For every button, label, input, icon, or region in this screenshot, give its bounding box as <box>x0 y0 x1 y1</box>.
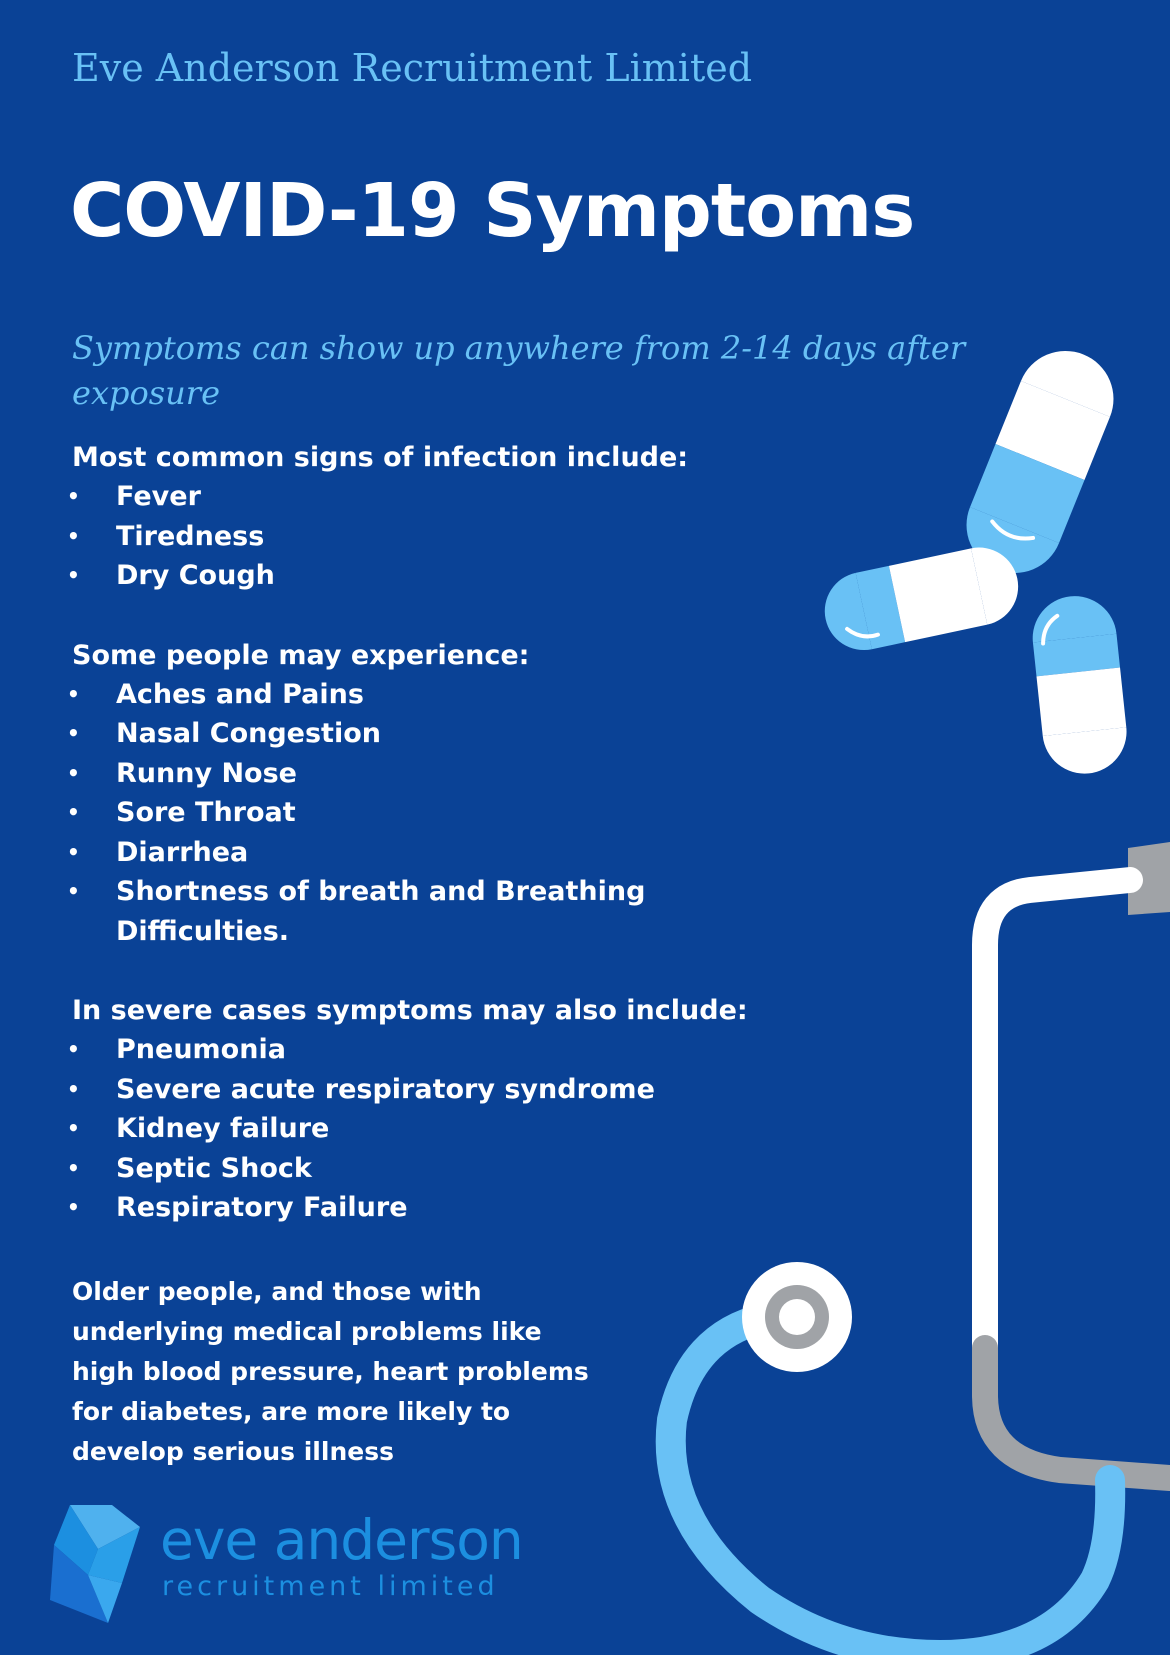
list-item: • Sore Throat <box>72 793 772 833</box>
bullet-icon: • <box>67 1116 80 1140</box>
list-item: • Septic Shock <box>72 1149 772 1189</box>
list-item: • Fever <box>72 477 772 517</box>
list-item: • Respiratory Failure <box>72 1188 772 1228</box>
bullet-icon: • <box>67 563 80 587</box>
company-name: Eve Anderson Recruitment Limited <box>72 46 753 90</box>
bullet-icon: • <box>67 523 80 548</box>
list-item: • Kidney failure <box>72 1109 772 1149</box>
section-common <box>67 438 772 596</box>
section-severe <box>67 991 772 1228</box>
symptom-list <box>67 675 772 952</box>
list-item: • Aches and Pains <box>72 675 772 715</box>
list-item: • Dry Cough <box>72 556 772 596</box>
bullet-icon: • <box>67 1195 80 1219</box>
list-item: • Pneumonia <box>72 1030 772 1070</box>
section-heading: Most common signs of infection include: <box>72 442 689 473</box>
closing-note: Older people, and those with underlying medical problems like high blood pressure, heart problems for diabetes, are more likely to develop serious illness <box>72 1277 589 1466</box>
bullet-icon: • <box>67 839 80 864</box>
bullet-icon: • <box>67 484 80 508</box>
bullet-icon: • <box>67 800 80 824</box>
section-heading: In severe cases symptoms may also include: <box>72 995 748 1026</box>
list-item: • Diarrhea <box>72 833 772 873</box>
list-item: • Tiredness <box>72 517 772 557</box>
logo-mark-icon <box>50 1505 150 1623</box>
bullet-icon: • <box>67 879 80 903</box>
capsule-pill-icon <box>1029 592 1131 778</box>
logo-subtext: recruitment limited <box>162 1571 499 1602</box>
page-title: COVID-19 Symptoms <box>70 168 915 254</box>
symptom-list <box>67 477 772 596</box>
logo-name: eve anderson <box>160 1508 523 1572</box>
list-item: • Severe acute respiratory syndrome <box>72 1070 772 1110</box>
symptom-sections <box>67 438 772 1228</box>
bullet-icon: • <box>67 1076 80 1101</box>
section-heading: Some people may experience: <box>72 639 530 671</box>
symptom-list <box>67 1030 772 1228</box>
company-logo <box>50 1505 523 1625</box>
list-item: • Nasal Congestion <box>72 714 772 754</box>
bullet-icon: • <box>67 760 80 785</box>
subtitle: Symptoms can show up anywhere from 2-14 days after exposure <box>72 329 966 412</box>
capsule-pill-icon <box>818 540 1026 657</box>
list-item: • Runny Nose <box>72 754 772 794</box>
bullet-icon: • <box>67 1037 80 1061</box>
bullet-icon: • <box>67 1155 80 1180</box>
bullet-icon: • <box>67 681 80 706</box>
list-item: • Shortness of breath and Breathing Difficulties. <box>72 872 676 951</box>
bullet-icon: • <box>67 721 80 745</box>
section-some-people <box>67 636 772 952</box>
